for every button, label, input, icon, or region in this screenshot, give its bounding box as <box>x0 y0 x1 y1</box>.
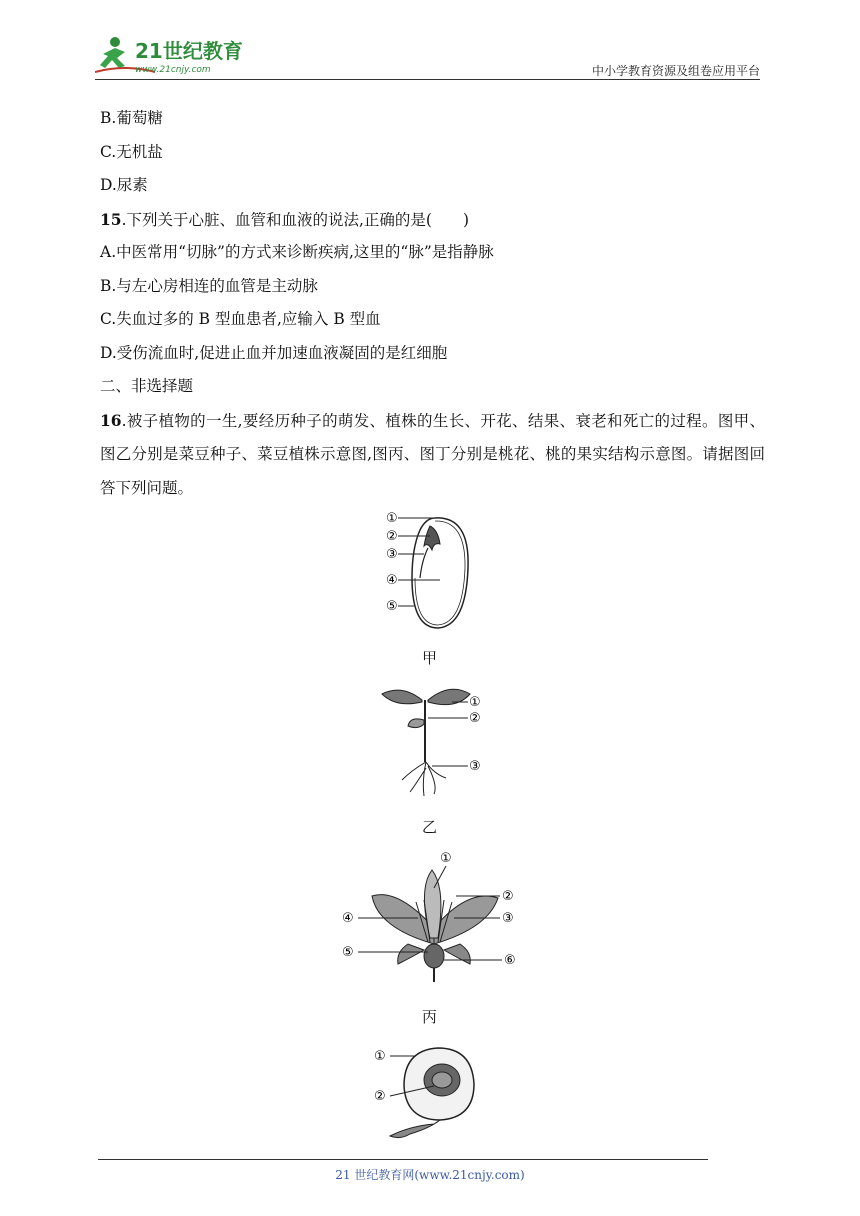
figure-bing-peach-flower <box>338 848 522 984</box>
prev-option-b: B.葡萄糖 <box>100 109 163 127</box>
label-1: ① <box>374 1049 386 1064</box>
question-15-stem <box>100 203 765 237</box>
label-3: ③ <box>502 911 514 926</box>
page-header <box>95 30 760 80</box>
label-5: ⑤ <box>386 599 398 614</box>
footer-link[interactable]: 21 世纪教育网(www.21cnjy.com) <box>335 1168 525 1182</box>
footer-divider <box>98 1159 708 1160</box>
figure-jia-caption: 甲 <box>422 649 438 667</box>
logo-url: www.21cnjy.com <box>135 65 211 75</box>
figure-ding-peach-fruit <box>370 1040 500 1144</box>
label-4: ④ <box>386 573 398 588</box>
figure-bing-caption: 丙 <box>422 1008 438 1026</box>
figure-yi-caption: 乙 <box>422 818 438 836</box>
label-3: ③ <box>469 759 481 774</box>
header-divider <box>95 79 760 80</box>
label-1: ① <box>386 511 398 526</box>
prev-option-d: D.尿素 <box>100 176 148 194</box>
prev-option-c: C.无机盐 <box>100 142 163 161</box>
question-text: .下列关于心脏、血管和血液的说法,正确的是( ) <box>121 210 470 229</box>
label-2: ② <box>469 711 481 726</box>
figure-yi-bean-plant <box>372 680 492 802</box>
question-content <box>100 102 765 505</box>
q15-option-c: C.失血过多的 B 型血患者,应输入 B 型血 <box>100 310 381 328</box>
site-logo <box>95 34 265 76</box>
label-4: ④ <box>342 911 354 926</box>
label-6: ⑥ <box>504 953 516 968</box>
label-2: ② <box>374 1089 386 1104</box>
label-2: ② <box>502 889 514 904</box>
label-5: ⑤ <box>342 945 354 960</box>
section-title: 二、非选择题 <box>100 377 194 395</box>
platform-name: 中小学教育资源及组卷应用平台 <box>591 64 760 78</box>
question-text: .被子植物的一生,要经历种子的萌发、植株的生长、开花、结果、衰老和死亡的过程。图甲、图乙分别是菜豆种子、菜豆植株示意图,图丙、图丁分别是桃花、桃的果实结构示意图。请据图回答下列问题。 <box>100 411 765 497</box>
question-number: 16 <box>100 410 122 430</box>
q15-option-a: A.中医常用“切脉”的方式来诊断疾病,这里的“脉”是指静脉 <box>100 243 494 261</box>
label-1: ① <box>469 695 481 710</box>
label-3: ③ <box>386 547 398 562</box>
label-2: ② <box>386 529 398 544</box>
q15-option-b: B.与左心房相连的血管是主动脉 <box>100 276 318 295</box>
q15-option-d: D.受伤流血时,促进止血并加速血液凝固的是红细胞 <box>100 343 448 362</box>
question-16 <box>100 404 765 506</box>
figure-jia-bean-seed <box>380 508 490 634</box>
logo-text: 21世纪教育 <box>135 39 243 63</box>
label-1: ① <box>440 851 452 866</box>
question-number: 15 <box>100 209 122 229</box>
